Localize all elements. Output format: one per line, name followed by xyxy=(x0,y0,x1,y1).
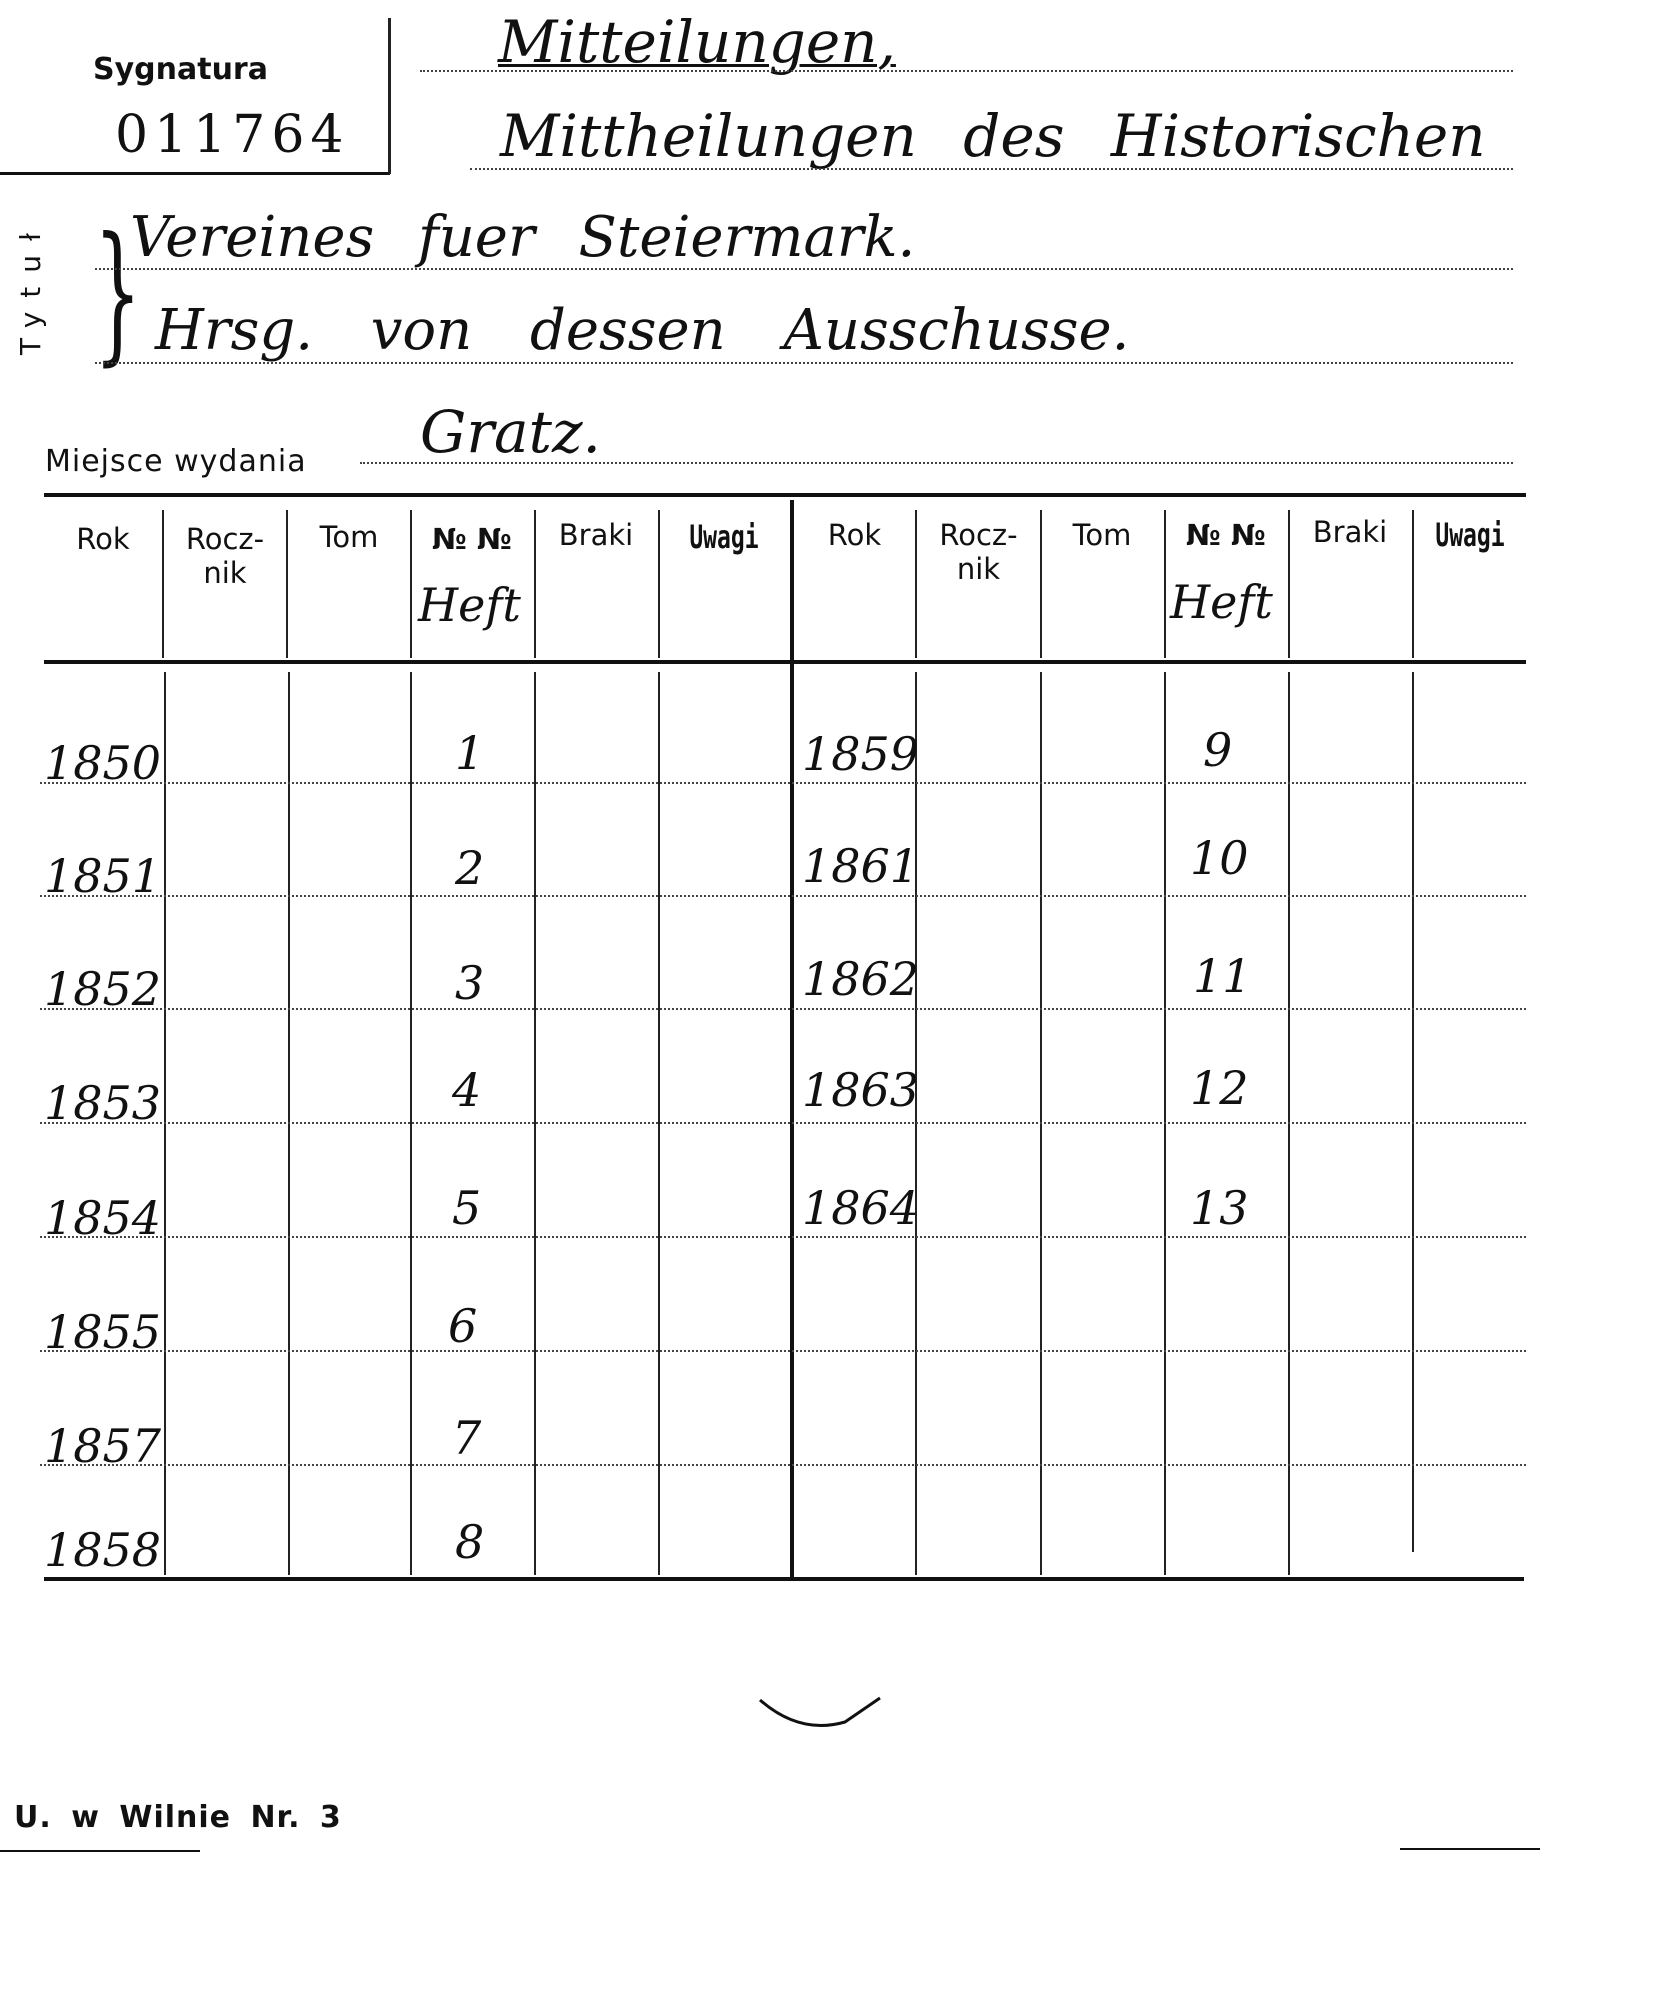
row-rok: 1853 xyxy=(44,1076,162,1130)
place-rule xyxy=(360,462,1513,464)
row-rok: 1850 xyxy=(44,736,162,790)
header-uwagi: Uwagi xyxy=(689,518,759,556)
row-heft-right: 11 xyxy=(1193,949,1252,1003)
row-rok: 1851 xyxy=(44,849,162,903)
row-rule xyxy=(40,1236,1526,1238)
table-header-rule xyxy=(44,660,1526,664)
place-value: Gratz. xyxy=(420,398,601,466)
row-heft: 3 xyxy=(455,956,485,1010)
table-top-rule xyxy=(44,493,1526,497)
row-heft: 6 xyxy=(448,1299,478,1353)
title-rule-3 xyxy=(95,268,1513,270)
row-heft-right: 10 xyxy=(1190,831,1249,885)
header-uwagi-right: Uwagi xyxy=(1435,516,1505,554)
table-center-divider xyxy=(790,500,794,1578)
row-rule xyxy=(40,1464,1526,1466)
row-heft: 1 xyxy=(455,726,485,780)
title-rule-4 xyxy=(95,362,1513,364)
row-rule xyxy=(40,1008,1526,1010)
title-rule-2 xyxy=(470,168,1513,170)
row-heft-right: 12 xyxy=(1190,1061,1249,1115)
row-rok-right: 1862 xyxy=(802,952,920,1006)
row-rule xyxy=(40,782,1526,784)
row-rule xyxy=(40,1122,1526,1124)
header-tom: Tom xyxy=(319,520,379,554)
row-heft: 5 xyxy=(452,1181,482,1235)
row-heft: 7 xyxy=(452,1411,482,1465)
header-numery-right: № № xyxy=(1186,518,1266,552)
footer-rule xyxy=(0,1850,200,1852)
pencil-mark xyxy=(740,1690,890,1750)
title-line-3: Vereines fuer Steiermark. xyxy=(130,205,916,270)
body-col-divider xyxy=(1412,672,1414,1552)
header-rok-right: Rok xyxy=(827,518,882,552)
signature-box-right xyxy=(388,18,391,174)
signature-box-bottom xyxy=(0,172,390,175)
header-rok: Rok xyxy=(76,522,130,556)
row-heft: 2 xyxy=(455,841,485,895)
title-line-2: Mittheilungen des Historischen xyxy=(500,102,1486,170)
place-label: Miejsce wydania xyxy=(45,444,307,479)
row-rok: 1858 xyxy=(44,1523,162,1577)
row-heft: 4 xyxy=(452,1063,482,1117)
title-brace: } xyxy=(93,206,142,380)
col-divider xyxy=(658,510,660,658)
row-rule xyxy=(40,1350,1526,1352)
row-rok: 1855 xyxy=(44,1305,162,1359)
title-label: Tytuł xyxy=(14,219,47,355)
footer-rule-right xyxy=(1400,1848,1540,1850)
header-heft-right: Heft xyxy=(1170,575,1273,629)
header-rocznik: Rocz- nik xyxy=(185,522,265,590)
table-bottom-rule xyxy=(44,1577,1524,1581)
header-numery: № № xyxy=(432,522,512,556)
row-rok-right: 1863 xyxy=(802,1063,920,1117)
row-rok: 1852 xyxy=(44,962,162,1016)
row-rok: 1857 xyxy=(44,1419,162,1473)
header-tom-right: Tom xyxy=(1072,518,1132,552)
row-rok: 1854 xyxy=(44,1191,162,1245)
signature-value: 011764 xyxy=(115,105,350,165)
header-braki-right: Braki xyxy=(1312,515,1388,549)
title-line-1: Mitteilungen, xyxy=(498,8,896,76)
row-heft-right: 9 xyxy=(1203,723,1233,777)
header-rocznik-right: Rocz- nik xyxy=(939,518,1018,586)
header-braki: Braki xyxy=(558,518,634,552)
footer-printer: U. w Wilnie Nr. 3 xyxy=(14,1800,342,1835)
title-line-4: Hrsg. von dessen Ausschusse. xyxy=(155,298,1130,363)
title-rule-1 xyxy=(420,70,1513,72)
header-heft: Heft xyxy=(418,578,521,632)
row-rok-right: 1861 xyxy=(802,839,920,893)
row-rok-right: 1859 xyxy=(802,727,920,781)
row-heft: 8 xyxy=(455,1515,485,1569)
row-rok-right: 1864 xyxy=(802,1181,920,1235)
col-divider xyxy=(1412,510,1414,658)
row-heft-right: 13 xyxy=(1190,1181,1249,1235)
row-rule xyxy=(40,895,1526,897)
signature-label: Sygnatura xyxy=(93,52,268,87)
